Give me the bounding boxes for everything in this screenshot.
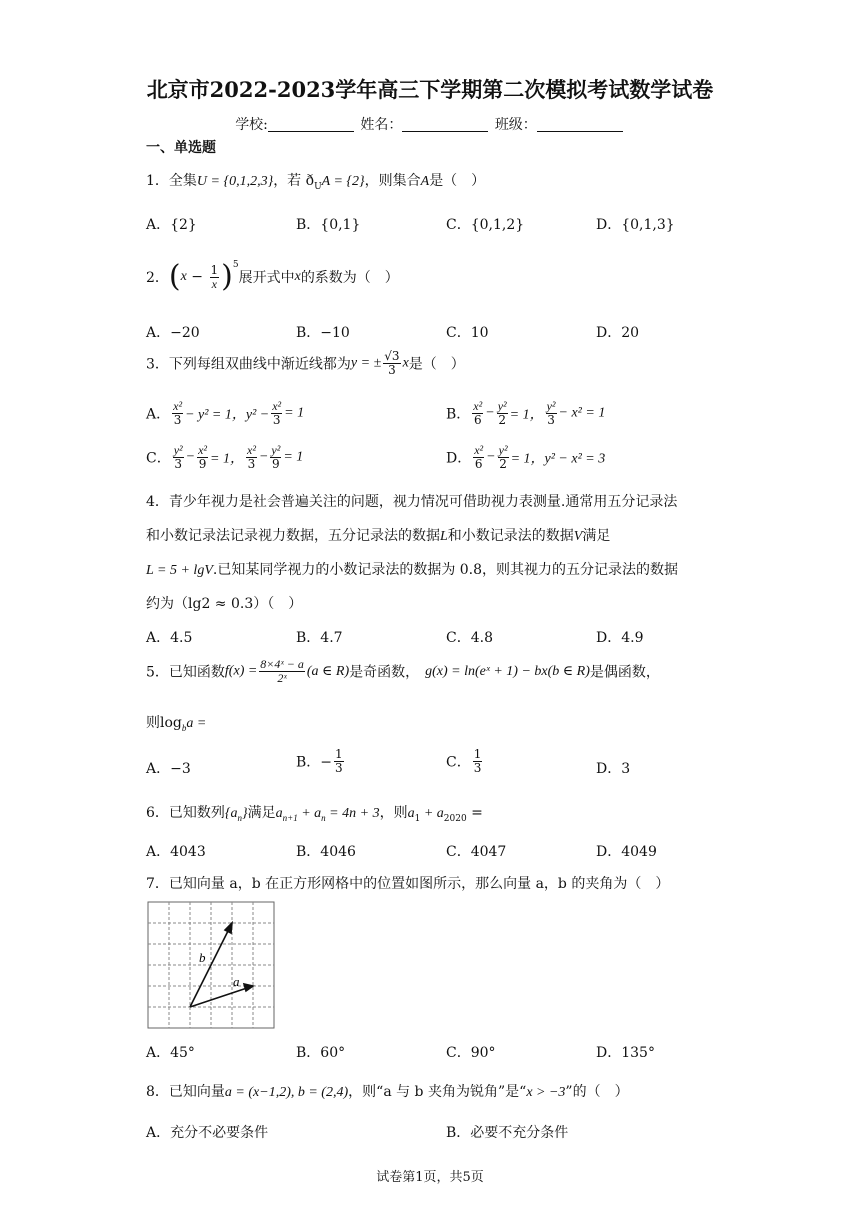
q7-option-b: B．60° [296,1045,346,1061]
question-8: 8．已知向量a = (x−1,2), b = (2,4)，则“a 与 b 夹角为锐角”是“x > −3”的（ ） [146,1084,629,1100]
page-footer: 试卷第1页，共5页 [376,1170,484,1185]
q5-option-b: B．− $\frac{1}{3}$ [296,747,343,775]
q1-option-a: A．{2} [146,217,197,233]
q8-option-a: A．充分不必要条件 [146,1125,269,1141]
q5-option-c: C． $\frac{1}{3}$ [446,747,482,775]
q6-option-a: A．4043 [146,844,206,860]
vector-b-arrowhead [225,923,232,933]
vector-a-label: a [233,974,240,989]
q3-option-a: A． $\frac{\text{x²}}{3}$ − y² = 1，y² − $\frac{\text{x²}}{3}$ = 1 [146,399,305,427]
school-label: 学校: [235,117,268,133]
page-title: 北京市2022-2023学年高三下学期第二次模拟考试数学试卷 [146,77,714,102]
q2-option-d: D．20 [596,325,640,341]
question-4-line-4: 约为（lg2 ≈ 0.3）（ ） [146,596,303,612]
name-blank [402,117,488,132]
section-heading: 一、单选题 [146,140,216,156]
question-5-line-2: 则$\log_ba$ = [146,715,207,733]
question-4-line-1: 4．青少年视力是社会普遍关注的问题，视力情况可借助视力表测量.通常用五分记录法 [146,494,678,510]
q1-option-d: D．{0,1,3} [596,217,675,233]
q7-option-d: D．135° [596,1045,655,1061]
q7-option-c: C．90° [446,1045,496,1061]
q6-option-d: D．4049 [596,844,657,860]
q1-option-b: B．{0,1} [296,217,361,233]
q4-option-d: D．4.9 [596,630,644,646]
question-1: 1．全集U = {0,1,2,3}，若 $ð_UA = \{2\}$，则集合A是（ ） [146,173,486,192]
q4-option-a: A．4.5 [146,630,193,646]
q8-option-b: B．必要不充分条件 [446,1125,569,1141]
q6-option-b: B．4046 [296,844,356,860]
vector-a-arrowhead [244,984,253,991]
q5-option-a: A．−3 [146,761,191,777]
q4-option-b: B．4.7 [296,630,343,646]
q3-option-b: B． $\frac{\text{x²}}{6}$ − $\frac{\text{y²}}{2}$ = 1， $\frac{\text{y²}}{3}$ − x² = 1 [446,399,606,427]
q7-option-a: A．45° [146,1045,195,1061]
q4-option-c: C．4.8 [446,630,493,646]
question-5: 5．已知函数f(x) = $\frac{\text{8×4ˣ − a}}{\text{2ˣ}}$ (a ∈ R)是奇函数， g(x) = ln(eˣ + 1) − bx(b ∈ R)是偶函数， [146,657,660,685]
q2-option-b: B．−10 [296,325,350,341]
q2-option-a: A．−20 [146,325,200,341]
q3-option-c: C． $\frac{\text{y²}}{3}$ − $\frac{\text{x²}}{9}$ = 1， $\frac{\text{x²}}{3}$ − $\frac{\text{y²}}{9}$ = 1 [146,443,304,471]
class-label: 班级： [494,117,537,133]
q2-option-c: C．10 [446,325,489,341]
q6-option-c: C．4047 [446,844,507,860]
name-label: 姓名： [360,117,403,133]
question-6: 6．已知数列$\{a_n\}$满足$a_{n+1} + a_n = 4n + 3$，则$a_1 + a_{2020}$ = [146,805,483,824]
class-blank [537,117,623,132]
question-4-line-3: L = 5 + lgV.已知某同学视力的小数记录法的数据为 0.8，则其视力的五分记录法的数据 [146,562,679,578]
q1-option-c: C．{0,1,2} [446,217,525,233]
q3-option-d: D． $\frac{\text{x²}}{6}$ − $\frac{\text{y²}}{2}$ = 1，y² − x² = 3 [446,443,606,471]
school-blank [268,117,354,132]
question-4-line-2: 和小数记录法记录视力数据，五分记录法的数据L和小数记录法的数据V满足 [146,528,611,544]
vector-grid-figure [146,900,276,1030]
q5-option-d: D．3 [596,761,631,777]
question-2: 2．(x − $\frac{1}{x}$ )$^5$展开式中x的系数为（ ） [146,259,399,294]
student-info-line [0,114,860,134]
question-3: 3．下列每组双曲线中渐近线都为y = ± $\frac{√3}{3}$ x是（ ） [146,349,465,377]
vector-b-label: b [199,950,206,965]
question-7: 7．已知向量 a，b 在正方形网格中的位置如图所示，那么向量 a，b 的夹角为（ ） [146,876,670,892]
